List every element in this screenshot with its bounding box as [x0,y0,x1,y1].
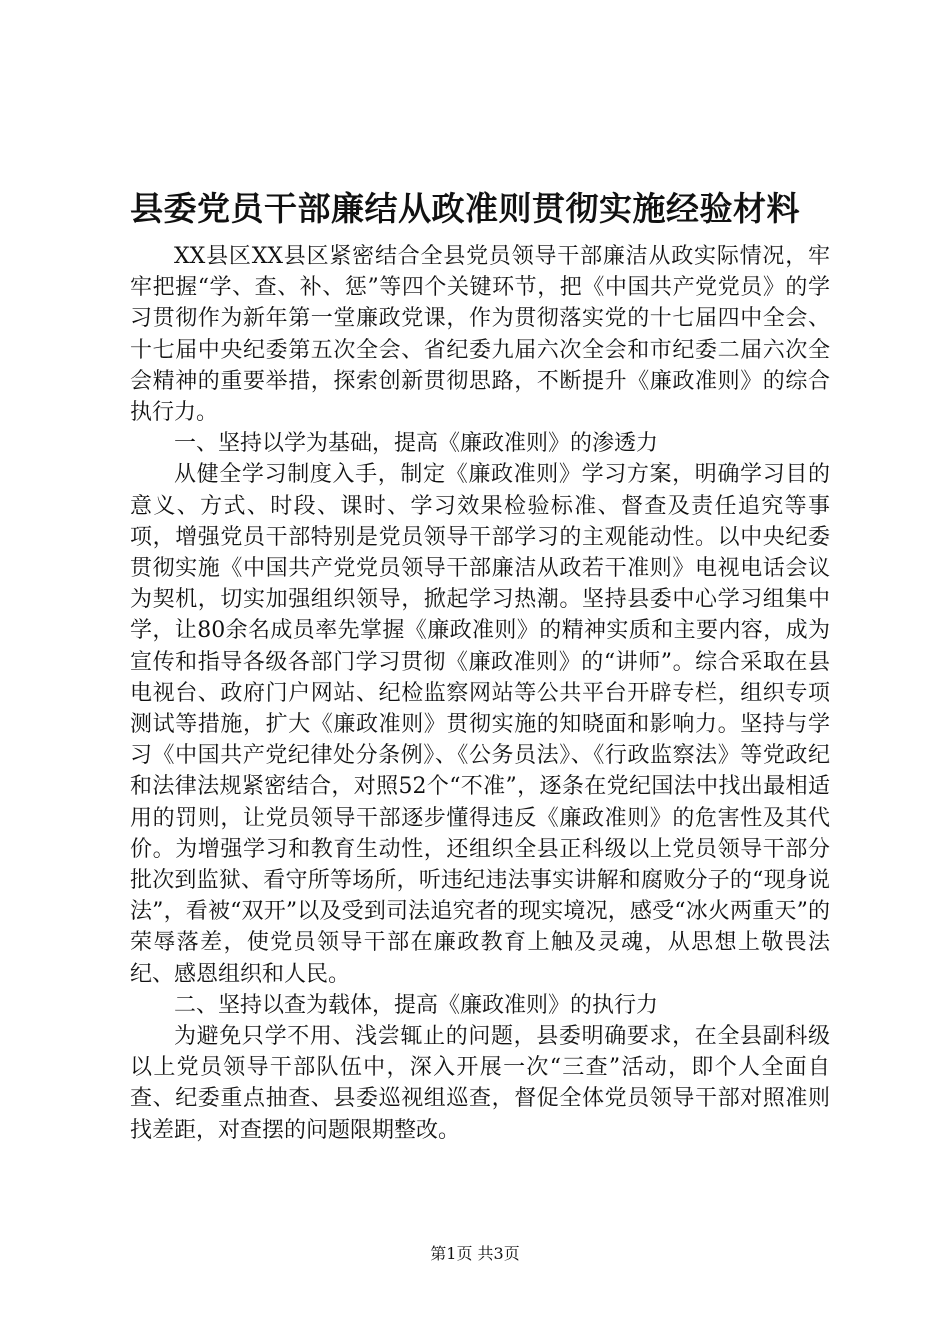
page-number-footer: 第1页 共3页 [430,1244,520,1263]
section-heading-2: 二、坚持以查为载体，提高《廉政准则》的执行力 [174,992,659,1018]
paragraph-intro: XX县区XX县区紧密结合全县党员领导干部廉洁从政实际情况，牢牢把握“学、查、补、惩”等四个关键环节，把《中国共产党党员》的学习贯彻作为新年第一堂廉政党课，作为贯彻落实党的十七届四中全会、十七届中央纪委第五次全会、省纪委九届六次全会和市纪委二届六次全会精神的重要举措，探索创新贯彻思路，不断提升《廉政准则》的综合执行力。 [130,244,830,426]
document-page [130,185,830,1146]
section-heading-1: 一、坚持以学为基础，提高《廉政准则》的渗透力 [174,431,659,457]
paragraph-section-2: 为避免只学不用、浅尝辄止的问题，县委明确要求，在全县副科级以上党员领导干部队伍中，深入开展一次“三查”活动，即个人全面自查、纪委重点抽查、县委巡视组巡查，督促全体党员领导干部对照准则找差距，对查摆的问题限期整改。 [130,1024,830,1143]
document-title: 县委党员干部廉结从政准则贯彻实施经验材料 [130,189,800,228]
paragraph-section-1: 从健全学习制度入手，制定《廉政准则》学习方案，明确学习目的意义、方式、时段、课时、学习效果检验标准、督查及责任追究等事项，增强党员干部特别是党员领导干部学习的主观能动性。以中央纪委贯彻实施《中国共产党党员领导干部廉洁从政若干准则》电视电话会议为契机，切实加强组织领导，掀起学习热潮。坚持县委中心学习组集中学，让80余名成员率先掌握《廉政准则》的精神实质和主要内容，成为宣传和指导各级各部门学习贯彻《廉政准则》的“讲师”。综合采取在县电视台、政府门户网站、纪检监察网站等公共平台开辟专栏，组织专项测试等措施，扩大《廉政准则》贯彻实施的知晓面和影响力。坚持与学习《中国共产党纪律处分条例》、《公务员法》、《行政监察法》等党政纪和法律法规紧密结合，对照52个“不准”，逐条在党纪国法中找出最相适用的罚则，让党员领导干部逐步懂得违反《廉政准则》的危害性及其代价。为增强学习和教育生动性，还组织全县正科级以上党员领导干部分批次到监狱、看守所等场所，听违纪违法事实讲解和腐败分子的“现身说法”，看被“双开”以及受到司法追究者的现实境况，感受“冰火两重天”的荣辱落差，使党员领导干部在廉政教育上触及灵魂，从思想上敬畏法纪、感恩组织和人民。 [130,462,830,987]
